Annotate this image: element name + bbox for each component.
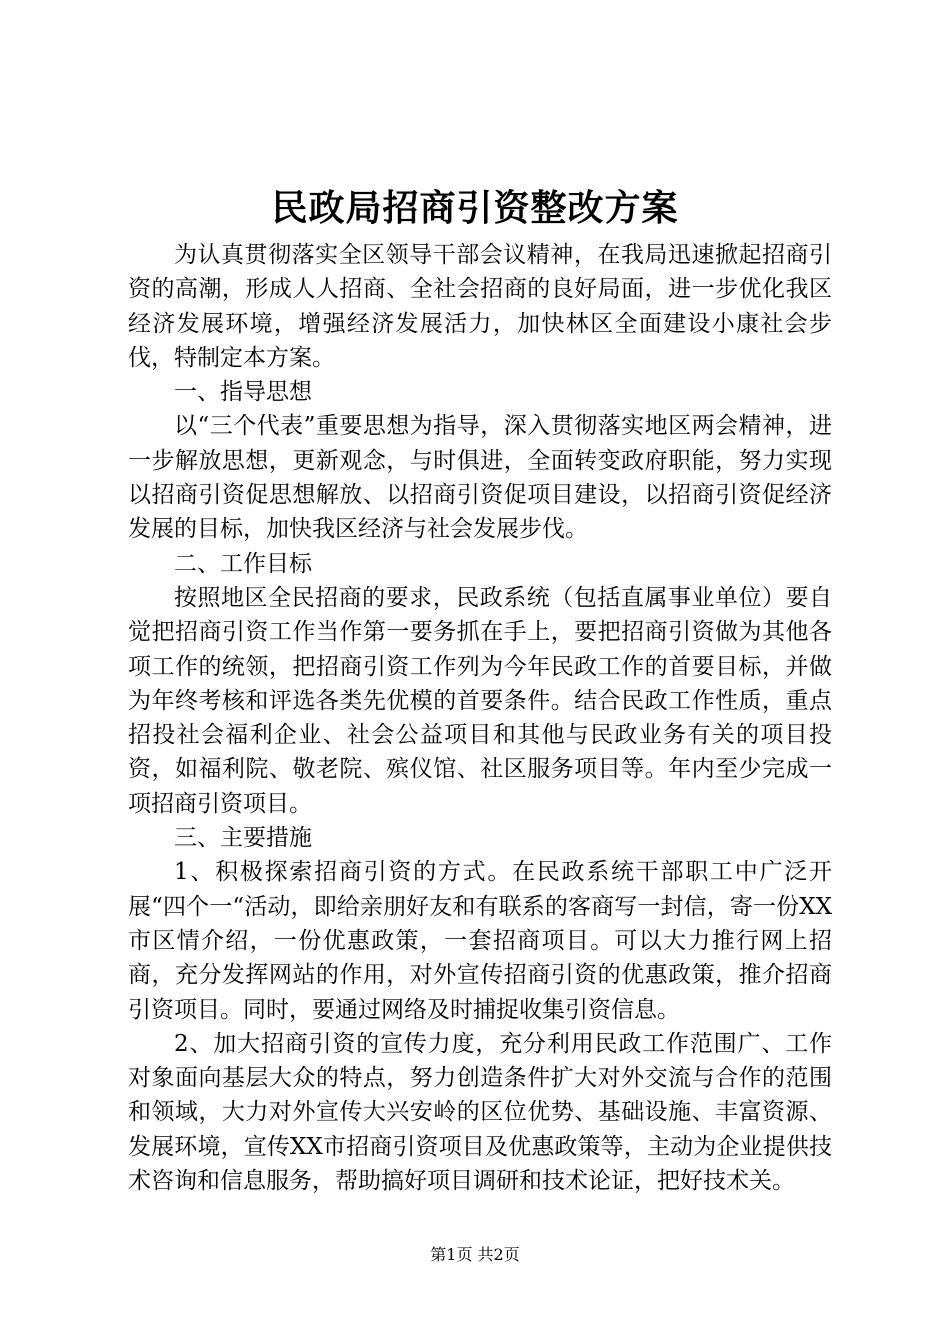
work-goals-paragraph: 按照地区全民招商的要求，民政系统（包括直属事业单位）要自觉把招商引资工作当作第一要务抓在手上，要把招商引资做为其他各项工作的统领，把招商引资工作列为今年民政工作的首要目标，并做为年终考核和评选各类先优模的首要条件。结合民政工作性质，重点招投社会福利企业、社会公益项目和其他与民政业务有关的项目投资，如福利院、敬老院、殡仪馆、社区服务项目等。年内至少完成一项招商引资项目。 [128, 584, 832, 817]
measure-paragraph-1: 1、积极探索招商引资的方式。在民政系统干部职工中广泛开展“四个一“活动，即给亲朋好友和有联系的客商写一封信，寄一份XX市区情介绍，一份优惠政策，一套招商项目。可以大力推行网上招商，充分发挥网站的作用，对外宣传招商引资的优惠政策，推介招商引资项目。同时，要通过网络及时捕捉收集引资信息。 [128, 859, 832, 1023]
measure-paragraph-2: 2、加大招商引资的宣传力度，充分利用民政工作范围广、工作对象面向基层大众的特点，努力创造条件扩大对外交流与合作的范围和领域，大力对外宣传大兴安岭的区位优势、基础设施、丰富资源、发展环境，宣传XX市招商引资项目及优惠政策等，主动为企业提供技术咨询和信息服务，帮助搞好项目调研和技术论证，把好技术关。 [128, 1030, 832, 1195]
section-heading-guiding-ideology: 一、指导思想 [174, 379, 312, 406]
section-heading-work-goals: 二、工作目标 [174, 550, 312, 577]
page-footer: 第1页 共2页 [430, 1245, 520, 1264]
document-body [128, 238, 832, 1198]
intro-paragraph: 为认真贯彻落实全区领导干部会议精神，在我局迅速掀起招商引资的高潮，形成人人招商、全社会招商的良好局面，进一步优化我区经济发展环境，增强经济发展活力，加快林区全面建设小康社会步伐，特制定本方案。 [128, 242, 832, 371]
document-title: 民政局招商引资整改方案 [271, 187, 679, 229]
guiding-ideology-paragraph: 以“三个代表”重要思想为指导，深入贯彻落实地区两会精神，进一步解放思想，更新观念，与时俱进，全面转变政府职能，努力实现以招商引资促思想解放、以招商引资促项目建设，以招商引资促经济发展的目标，加快我区经济与社会发展步伐。 [128, 413, 832, 543]
section-heading-main-measures: 三、主要措施 [174, 825, 312, 852]
